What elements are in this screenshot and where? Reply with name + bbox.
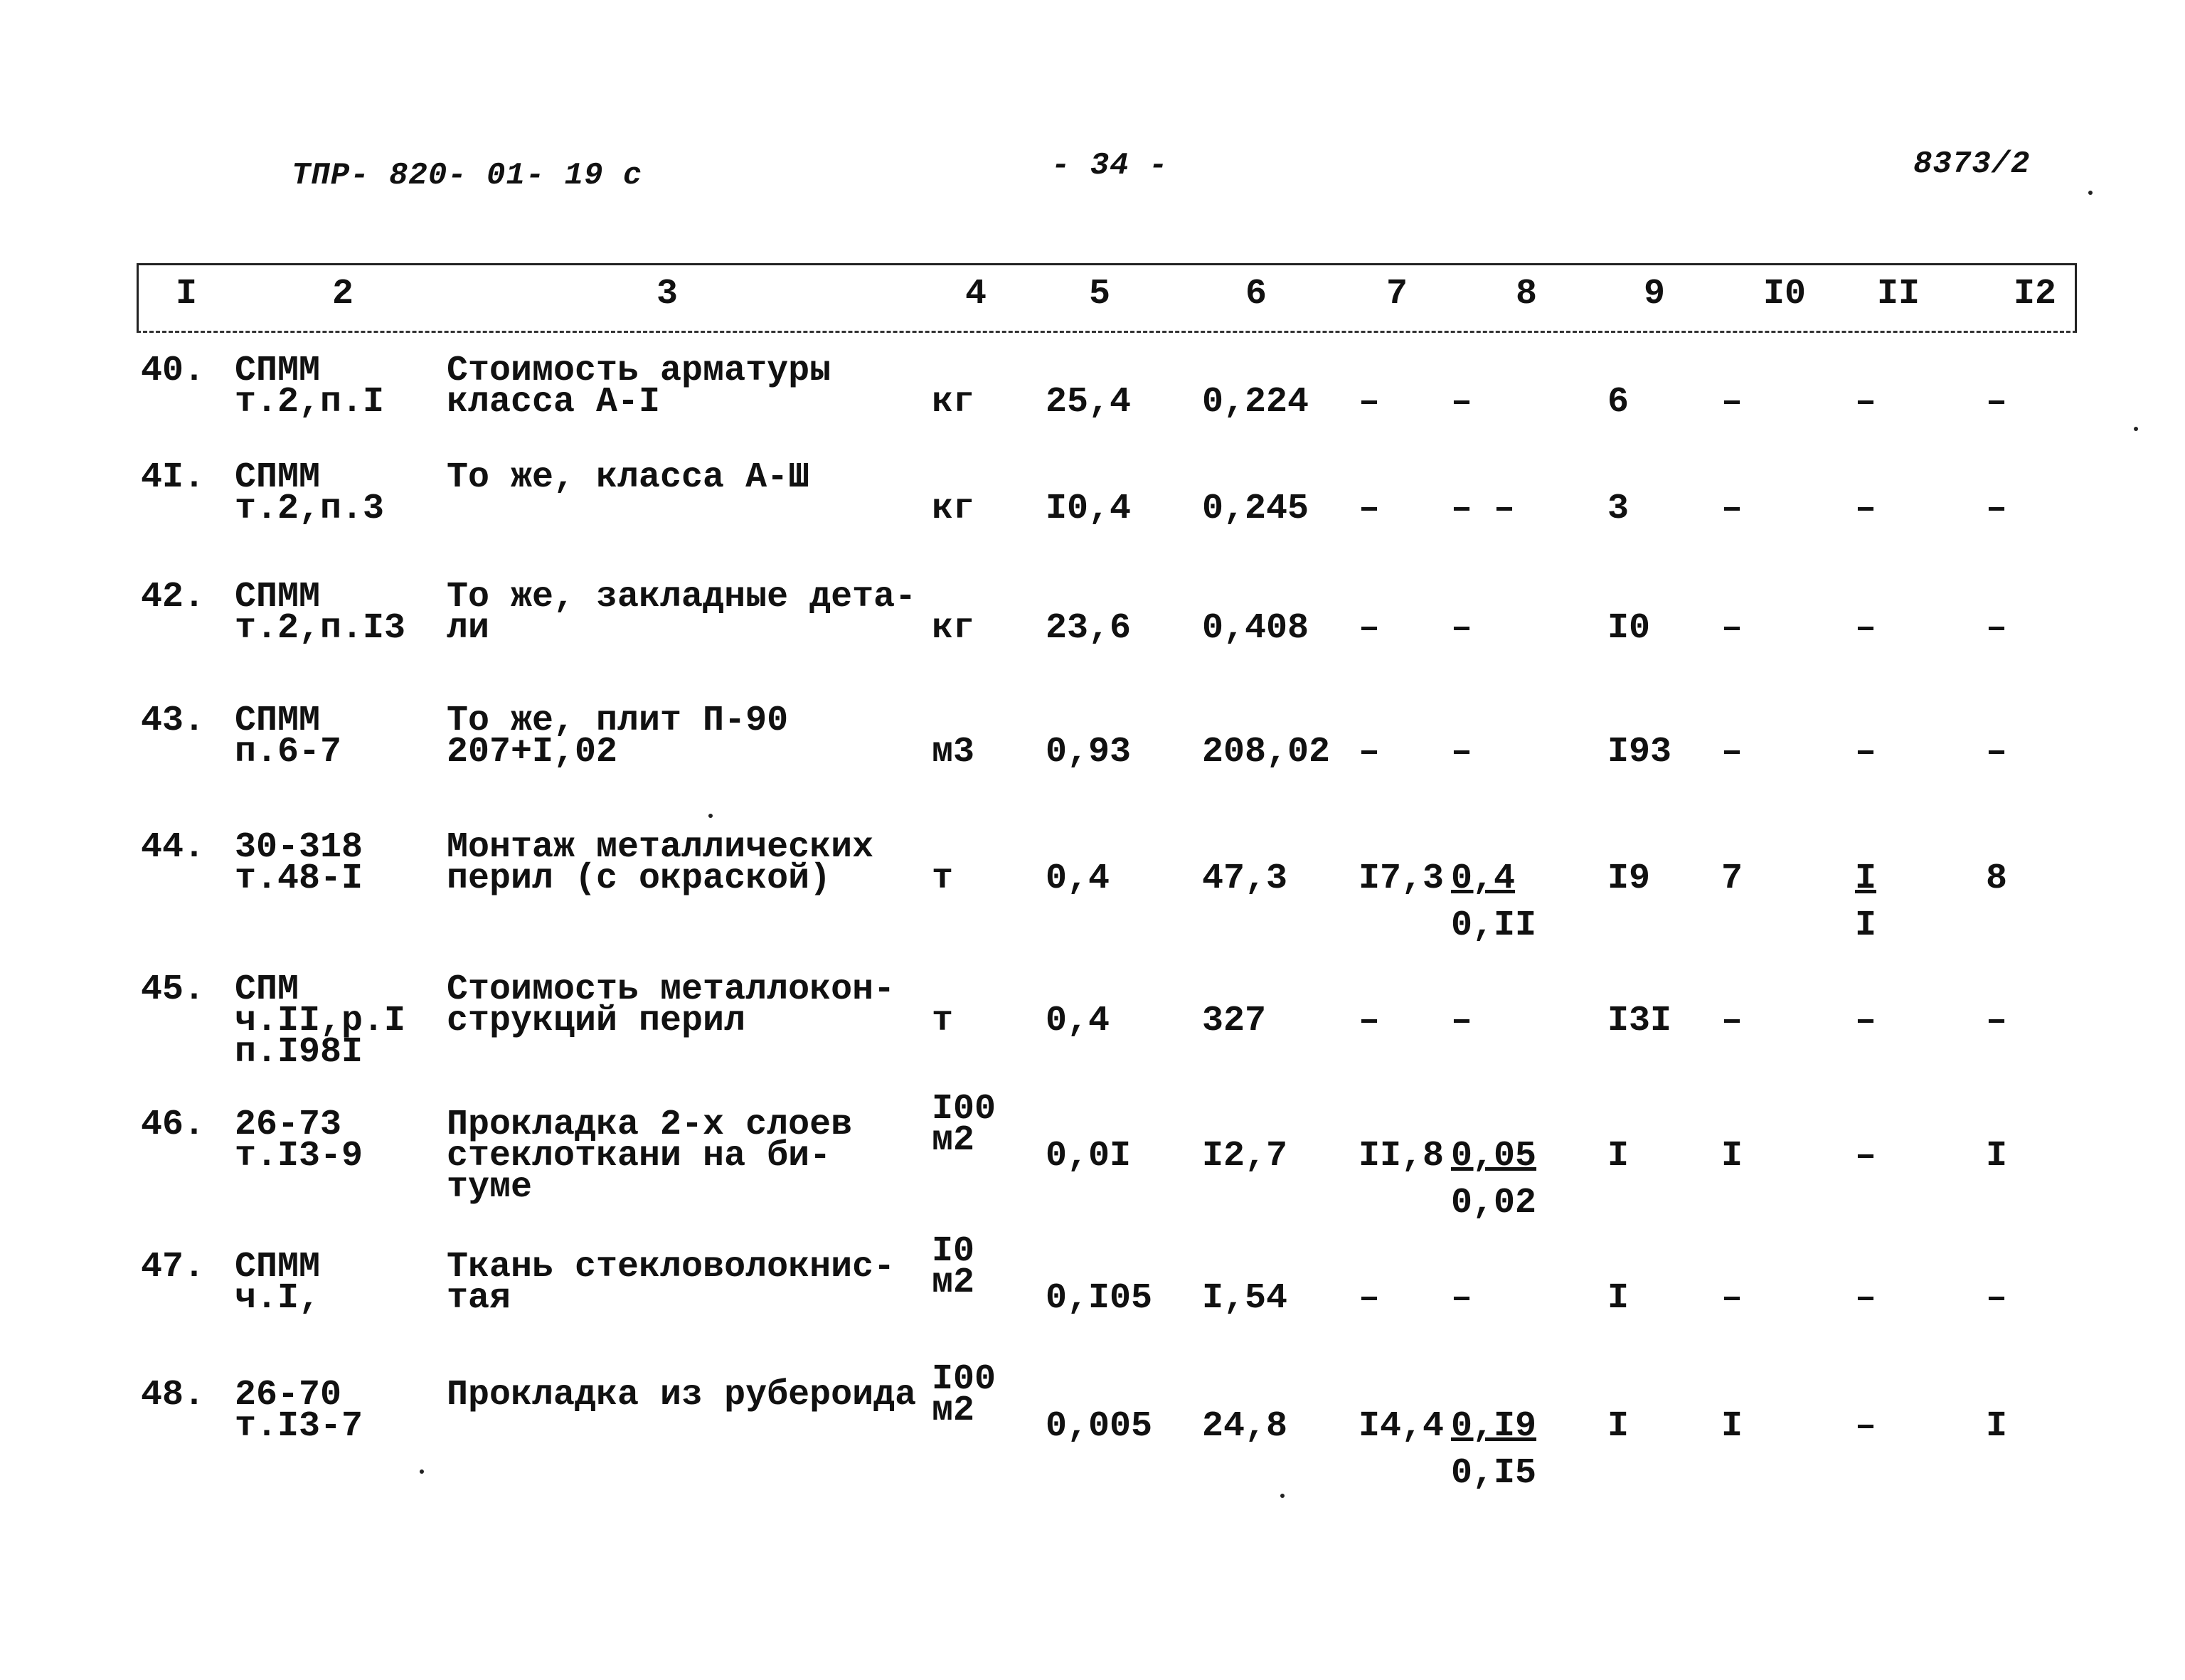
cell-c4: I00 м2 xyxy=(932,1089,996,1161)
cell-c8: 0,I9 xyxy=(1451,1406,1537,1447)
cell-c8: – xyxy=(1451,1278,1473,1319)
cell-c7: – xyxy=(1359,1278,1381,1319)
cell-num: 4I. xyxy=(141,457,206,498)
cell-c5: 0,93 xyxy=(1046,732,1132,772)
cell-c5: I0,4 xyxy=(1046,489,1132,529)
cell-c8-second-line: 0,02 xyxy=(1451,1183,1537,1223)
cell-c7: – xyxy=(1359,489,1381,529)
cell-c12: – xyxy=(1986,382,2008,422)
table-row xyxy=(0,1089,2185,1238)
cell-c5: 0,0I xyxy=(1046,1136,1132,1176)
cell-c6: 208,02 xyxy=(1202,732,1331,772)
cell-c9: I xyxy=(1607,1406,1630,1447)
cell-c2: 30-318 т.48-I xyxy=(235,827,363,899)
cell-c2: СПММ п.6-7 xyxy=(235,701,342,772)
cell-num: 47. xyxy=(141,1247,206,1287)
cell-c5: 0,005 xyxy=(1046,1406,1153,1447)
cell-c2: СПММ ч.I, xyxy=(235,1247,321,1319)
cell-num: 44. xyxy=(141,827,206,868)
table-row xyxy=(0,827,2185,960)
column-header: 3 xyxy=(656,274,679,314)
cell-c6: 47,3 xyxy=(1202,858,1288,899)
column-header: I2 xyxy=(2014,274,2057,314)
doc-code: ТПР- 820- 01- 19 с xyxy=(292,158,643,193)
cell-c3: Прокладка из рубероида xyxy=(447,1375,917,1415)
cell-c12: – xyxy=(1986,732,2008,772)
cell-c7: I7,3 xyxy=(1359,858,1445,899)
doc-number: 8373/2 xyxy=(1913,147,2031,182)
cell-c10: – xyxy=(1721,382,1743,422)
column-header: 9 xyxy=(1644,274,1666,314)
column-header: I0 xyxy=(1763,274,1807,314)
table-row xyxy=(0,701,2185,834)
cell-c9: I93 xyxy=(1607,732,1672,772)
column-header: II xyxy=(1877,274,1920,314)
cell-c5: 0,4 xyxy=(1046,1001,1110,1041)
cell-c11: – xyxy=(1855,1001,1877,1041)
column-header-row xyxy=(137,263,2077,333)
cell-c10: – xyxy=(1721,1278,1743,1319)
scan-speck xyxy=(420,1469,424,1474)
cell-c9: 3 xyxy=(1607,489,1630,529)
cell-num: 42. xyxy=(141,577,206,617)
cell-c10: – xyxy=(1721,608,1743,649)
cell-c2: СПММ т.2,п.3 xyxy=(235,457,385,529)
scan-speck xyxy=(2134,427,2138,431)
cell-num: 48. xyxy=(141,1375,206,1415)
cell-c4: I0 м2 xyxy=(932,1231,975,1303)
cell-c2: 26-73 т.I3-9 xyxy=(235,1105,363,1176)
cell-c12: – xyxy=(1986,608,2008,649)
cell-num: 46. xyxy=(141,1105,206,1145)
scan-speck xyxy=(708,814,713,818)
cell-c9: I9 xyxy=(1607,858,1651,899)
cell-c4: кг xyxy=(932,489,975,529)
column-header: 7 xyxy=(1386,274,1408,314)
table-row xyxy=(0,969,2185,1102)
cell-c2: СПММ т.2,п.I3 xyxy=(235,577,406,649)
cell-c8: – xyxy=(1451,1001,1473,1041)
cell-c8-second-line: 0,II xyxy=(1451,905,1537,946)
cell-c3: Ткань стекловолокнис- тая xyxy=(447,1247,895,1319)
cell-c11: – xyxy=(1855,608,1877,649)
cell-num: 40. xyxy=(141,351,206,391)
cell-c11: – xyxy=(1855,732,1877,772)
cell-c8: 0,05 xyxy=(1451,1136,1537,1176)
cell-c11: I xyxy=(1855,858,1877,899)
cell-c6: I2,7 xyxy=(1202,1136,1288,1176)
cell-c9: I xyxy=(1607,1136,1630,1176)
cell-c12: – xyxy=(1986,1001,2008,1041)
cell-c9: I3I xyxy=(1607,1001,1672,1041)
cell-c8: – xyxy=(1451,608,1473,649)
cell-c3: Стоимость арматуры класса А-I xyxy=(447,351,831,422)
cell-c11: – xyxy=(1855,382,1877,422)
scan-speck xyxy=(1280,1494,1285,1498)
cell-c5: 25,4 xyxy=(1046,382,1132,422)
column-header: 6 xyxy=(1245,274,1267,314)
cell-c10: I xyxy=(1721,1406,1743,1447)
cell-c5: 0,I05 xyxy=(1046,1278,1153,1319)
cell-c10: – xyxy=(1721,1001,1743,1041)
cell-c6: 327 xyxy=(1202,1001,1267,1041)
cell-c7: – xyxy=(1359,732,1381,772)
cell-c12: – xyxy=(1986,489,2008,529)
cell-c2: СПММ т.2,п.I xyxy=(235,351,385,422)
cell-c3: То же, плит П-90 207+I,02 xyxy=(447,701,789,772)
cell-c6: 24,8 xyxy=(1202,1406,1288,1447)
cell-c8-second-line: 0,I5 xyxy=(1451,1453,1537,1494)
cell-c9: I0 xyxy=(1607,608,1651,649)
table-row xyxy=(0,1231,2185,1380)
column-header: I xyxy=(176,274,198,314)
table-row xyxy=(0,1359,2185,1508)
scan-speck xyxy=(2088,191,2093,195)
cell-c11: – xyxy=(1855,1278,1877,1319)
column-header: 8 xyxy=(1516,274,1538,314)
cell-c3: Прокладка 2-х слоев стеклоткани на би- туме xyxy=(447,1105,853,1208)
cell-c7: – xyxy=(1359,608,1381,649)
column-header: 4 xyxy=(965,274,987,314)
cell-c10: – xyxy=(1721,732,1743,772)
cell-c2: СПМ ч.II,р.I п.I98I xyxy=(235,969,406,1073)
cell-c8: – xyxy=(1451,382,1473,422)
table-row xyxy=(0,457,2185,590)
cell-c6: 0,224 xyxy=(1202,382,1309,422)
column-header: 2 xyxy=(332,274,354,314)
cell-c5: 0,4 xyxy=(1046,858,1110,899)
cell-c9: I xyxy=(1607,1278,1630,1319)
cell-c8: – – xyxy=(1451,489,1516,529)
cell-c3: Стоимость металлокон- струкций перил xyxy=(447,969,895,1041)
cell-c4: I00 м2 xyxy=(932,1359,996,1431)
cell-c4: кг xyxy=(932,608,975,649)
cell-c4: кг xyxy=(932,382,975,422)
cell-c4: т xyxy=(932,1001,954,1041)
cell-c3: Монтаж металлических перил (с окраской) xyxy=(447,827,874,899)
cell-c8: – xyxy=(1451,732,1473,772)
column-header: 5 xyxy=(1089,274,1111,314)
cell-c7: – xyxy=(1359,1001,1381,1041)
cell-c10: – xyxy=(1721,489,1743,529)
cell-c11: – xyxy=(1855,489,1877,529)
cell-c7: II,8 xyxy=(1359,1136,1445,1176)
cell-c3: То же, закладные дета- ли xyxy=(447,577,917,649)
cell-c7: I4,4 xyxy=(1359,1406,1445,1447)
cell-c6: 0,245 xyxy=(1202,489,1309,529)
cell-c11: – xyxy=(1855,1406,1877,1447)
cell-c8: 0,4 xyxy=(1451,858,1516,899)
cell-c5: 23,6 xyxy=(1046,608,1132,649)
page-number: - 34 - xyxy=(1051,148,1169,184)
cell-c11-second-line: I xyxy=(1855,905,1877,946)
cell-c12: – xyxy=(1986,1278,2008,1319)
cell-c7: – xyxy=(1359,382,1381,422)
cell-c12: I xyxy=(1986,1406,2008,1447)
cell-c10: I xyxy=(1721,1136,1743,1176)
cell-c4: м3 xyxy=(932,732,975,772)
cell-c9: 6 xyxy=(1607,382,1630,422)
cell-c4: т xyxy=(932,858,954,899)
cell-c6: 0,408 xyxy=(1202,608,1309,649)
cell-c12: I xyxy=(1986,1136,2008,1176)
cell-c3: То же, класса А-Ш xyxy=(447,457,810,498)
cell-c12: 8 xyxy=(1986,858,2008,899)
cell-c2: 26-70 т.I3-7 xyxy=(235,1375,363,1447)
cell-c6: I,54 xyxy=(1202,1278,1288,1319)
table-row xyxy=(0,577,2185,710)
cell-c10: 7 xyxy=(1721,858,1743,899)
cell-c11: – xyxy=(1855,1136,1877,1176)
cell-num: 45. xyxy=(141,969,206,1010)
cell-num: 43. xyxy=(141,701,206,741)
